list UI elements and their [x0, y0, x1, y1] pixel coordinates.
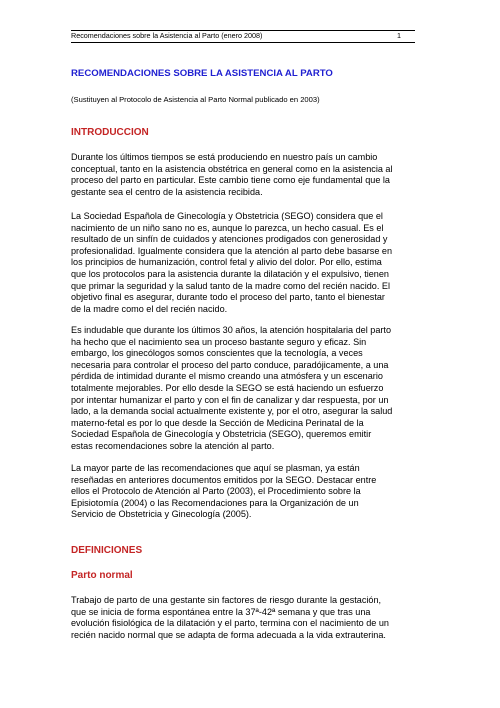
text-line: que los protocolos para la asistencia durante la dilatación y el expulsivo, tienen [71, 268, 389, 279]
text-line: Durante los últimos tiempos se está produciendo en nuestro país un cambio [71, 152, 378, 162]
text-line: que primar la seguridad y la salud tanto de la madre como del recién nacido. El [71, 280, 390, 291]
intro-paragraph-2 [71, 211, 425, 315]
subheading-parto-normal: Parto normal [71, 570, 133, 581]
text-line: reseñadas en anteriores documentos emitidos por la SEGO. Destacar entre [71, 474, 377, 485]
intro-paragraph-4 [71, 463, 425, 521]
document-subtitle: (Sustituyen al Protocolo de Asistencia al Parto Normal publicado en 2003) [71, 95, 320, 104]
text-line: ellos el Protocolo de Atención al Parto (2003), el Procedimiento sobre la [71, 486, 361, 497]
text-line: lado, a la demanda social actualmente existente y, por el otro, asegurar la salud [71, 406, 393, 417]
intro-paragraph-3 [71, 325, 425, 453]
definition-paragraph [71, 595, 425, 641]
text-line: embargo, los ginecólogos somos conscientes que la tecnología, a veces [71, 348, 363, 359]
section-heading-definiciones: DEFINICIONES [71, 545, 143, 556]
text-line: necesaria para controlar el proceso del parto conduce, paradójicamente, a una [71, 359, 389, 370]
running-header-title: Recomendaciones sobre la Asistencia al Parto (enero 2008) [71, 31, 263, 40]
text-line: conceptual, tanto en la asistencia obstétrica en general como en la asistencia al [71, 163, 393, 174]
text-line: pérdida de intimidad durante el mismo creando una atmósfera y un escenario [71, 371, 383, 382]
text-line: Episiotomía (2004) o las Recomendaciones para la Organización de un [71, 497, 359, 508]
text-line: recién nacido normal que se adapta de forma adecuada a la vida extrauterina. [71, 629, 386, 640]
intro-paragraph-1 [71, 152, 425, 198]
text-line: Trabajo de parto de una gestante sin factores de riesgo durante la gestación, [71, 595, 382, 605]
text-line: materno-fetal es por lo que desde la Sección de Medicina Perinatal de la [71, 417, 364, 428]
section-heading-introduccion: INTRODUCCION [71, 127, 149, 138]
text-line: que se inicia de forma espontánea entre la 37ª-42ª semana y que tras una [71, 606, 371, 617]
text-line: Sociedad Española de Ginecología y Obstetricia (SEGO), queremos emitir [71, 429, 372, 440]
text-line: los principios de humanización, control fetal y alivio del dolor. Por ello, estima [71, 257, 382, 268]
text-line: La Sociedad Española de Ginecología y Obstetricia (SEGO) considera que el [71, 211, 383, 221]
text-line: Es indudable que durante los últimos 30 años, la atención hospitalaria del parto [71, 325, 392, 335]
text-line: nacimiento de un niño sano no es, aunque lo parezca, un hecho casual. Es el [71, 222, 384, 233]
text-line: profesionalidad. Igualmente considera que la atención al parto debe basarse en [71, 245, 393, 256]
text-line: Servicio de Obstetricia y Ginecología (2005). [71, 509, 252, 520]
text-line: objetivo final es asegurar, durante todo el proceso del parto, tanto el bienestar [71, 292, 385, 303]
text-line: proceso del parto en particular. Este cambio tiene como eje fundamental que la [71, 175, 390, 186]
text-line: de la madre como el del recién nacido. [71, 303, 228, 314]
text-line: La mayor parte de las recomendaciones que aquí se plasman, ya están [71, 463, 360, 473]
text-line: totalmente mejorables. Por ello desde la SEGO se está haciendo un esfuerzo [71, 382, 384, 393]
text-line: gestante sea el centro de la asistencia recibida. [71, 186, 263, 197]
document-title: RECOMENDACIONES SOBRE LA ASISTENCIA AL PARTO [71, 68, 333, 79]
text-line: evolución fisiológica de la dilatación y el parto, termina con el nacimiento de un [71, 618, 389, 629]
text-line: resultado de un sinfín de cuidados y atenciones prodigados con generosidad y [71, 234, 388, 245]
text-line: por intentar humanizar el parto y con el fin de canalizar y dar respuesta, por un [71, 394, 389, 405]
text-line: ha hecho que el nacimiento sea un proceso bastante seguro y eficaz. Sin [71, 336, 367, 347]
running-header [71, 30, 415, 43]
page-number: 1 [397, 31, 401, 40]
text-line: estas recomendaciones sobre la atención al parto. [71, 440, 275, 451]
